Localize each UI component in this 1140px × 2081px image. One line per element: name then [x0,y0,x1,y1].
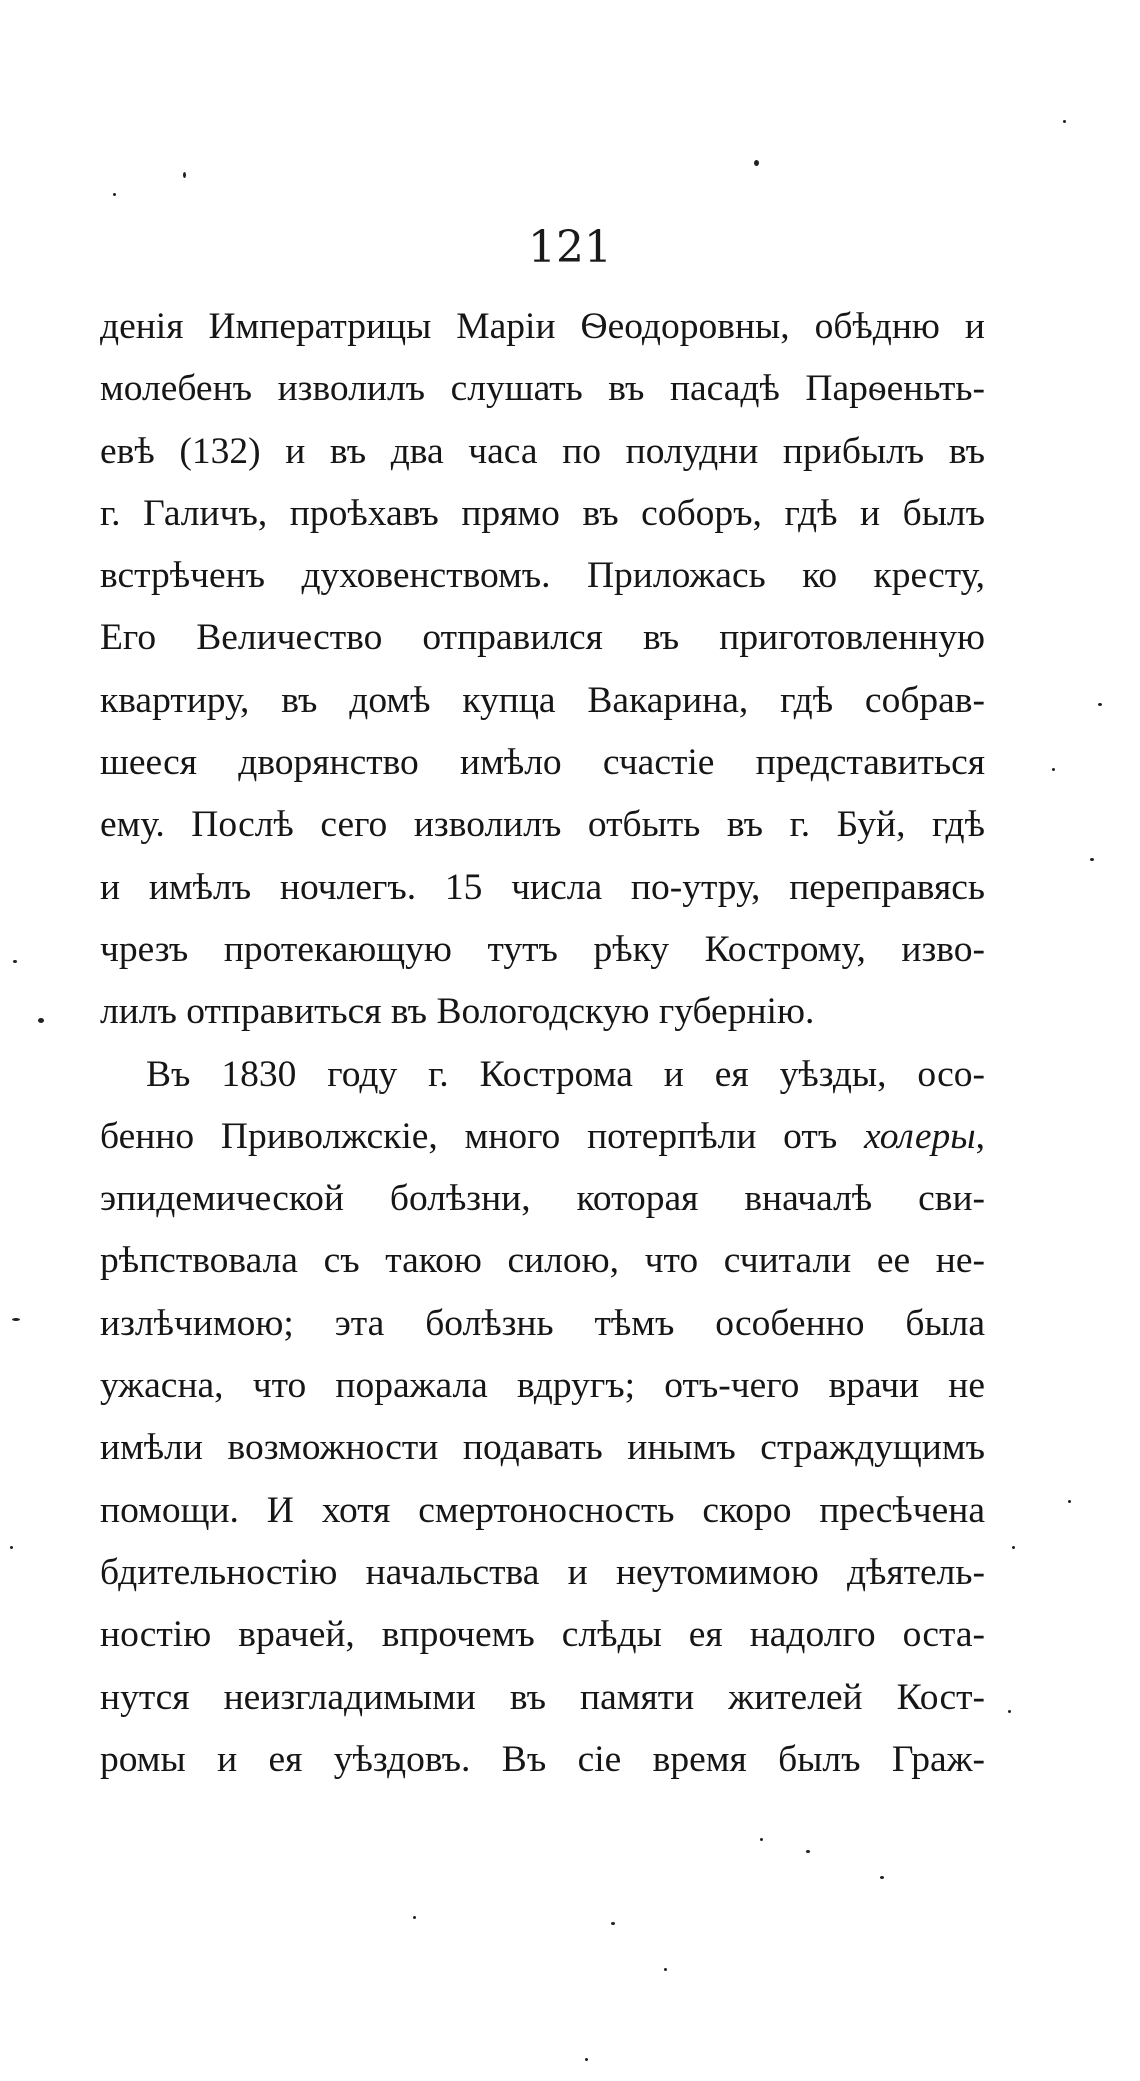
text-line: имѣли возможности подавать инымъ страждущимъ [100,1427,985,1469]
text-line: Въ 1830 году г. Кострома и ея уѣзды, осо- [146,1053,985,1095]
body-text [100,296,985,1791]
italic-word: холеры [864,1115,976,1157]
text-line: Его Величество отправился въ приготовленную [100,617,985,659]
scan-speck [880,1876,884,1879]
scan-speck [1063,120,1066,123]
text-line: и имѣлъ ночлегъ. 15 числа по-утру, переправясь [100,866,985,908]
text-line: нутся неизгладимыми въ памяти жителей Кост- [100,1676,985,1718]
scan-speck [611,1922,615,1925]
text-line: ему. Послѣ сего изволилъ отбыть въ г. Буй, гдѣ [100,804,985,846]
text-line: молебенъ изволилъ слушать въ пасадѣ Парѳеньть- [100,368,985,410]
scan-speck [183,172,186,178]
scan-speck [760,1838,763,1841]
scan-speck [413,1916,416,1919]
text-line: ужасна, что поражала вдругъ; отъ-чего врачи не [100,1365,985,1407]
scan-speck [1068,1500,1071,1503]
text-line: чрезъ протекающую тутъ рѣку Кострому, изво- [100,928,985,970]
scan-speck [664,1968,667,1971]
text-line: излѣчимою; эта болѣзнь тѣмъ особенно была [100,1302,985,1344]
text-line: денія Императрицы Маріи Ѳеодоровны, обѣдню и [100,306,985,347]
text-line: г. Галичъ, проѣхавъ прямо въ соборъ, гдѣ и былъ [100,492,985,534]
scan-speck [10,1546,13,1549]
text-line: шееся дворянство имѣло счастіе представиться [100,742,985,784]
text-line: помощи. И хотя смертоносность скоро пресѣчена [100,1489,985,1531]
scan-speck [1098,703,1102,706]
page-number: 121 [528,222,612,273]
text-line-with-italic: бенно Приволжскіе, много потерпѣли отъ холеры, [100,1115,985,1157]
text-line: эпидемической болѣзни, которая вначалѣ сви- [100,1178,985,1220]
scan-speck [806,1850,810,1853]
text-line: рѣпствовала съ такою силою, что считали ее не- [100,1240,985,1282]
text-line: лилъ отправиться въ Вологодскую губернію. [100,991,815,1033]
scan-speck [1008,1710,1011,1713]
text-segment: бенно Приволжскіе, много потерпѣли отъ [100,1115,838,1157]
text-line: квартиру, въ домѣ купца Вакарина, гдѣ собрав- [100,679,985,721]
scan-speck [113,193,116,196]
text-line: ромы и ея уѣздовъ. Въ сіе время былъ Граж- [100,1738,985,1780]
text-line: бдительностію начальства и неутомимою дѣятель- [100,1551,985,1593]
scan-speck [1052,768,1055,771]
scan-speck [12,1318,20,1321]
text-line: встрѣченъ духовенствомъ. Приложась ко кресту, [100,555,985,597]
scan-speck [13,960,17,963]
scan-speck [1090,858,1094,861]
text-line: ностію врачей, впрочемъ слѣды ея надолго оста- [100,1614,985,1656]
scan-speck [754,160,759,166]
text-line: евѣ (132) и въ два часа по полудни прибылъ въ [100,430,985,472]
scan-speck [1012,1546,1015,1549]
scan-speck [38,1018,44,1023]
scan-speck [585,2058,588,2061]
